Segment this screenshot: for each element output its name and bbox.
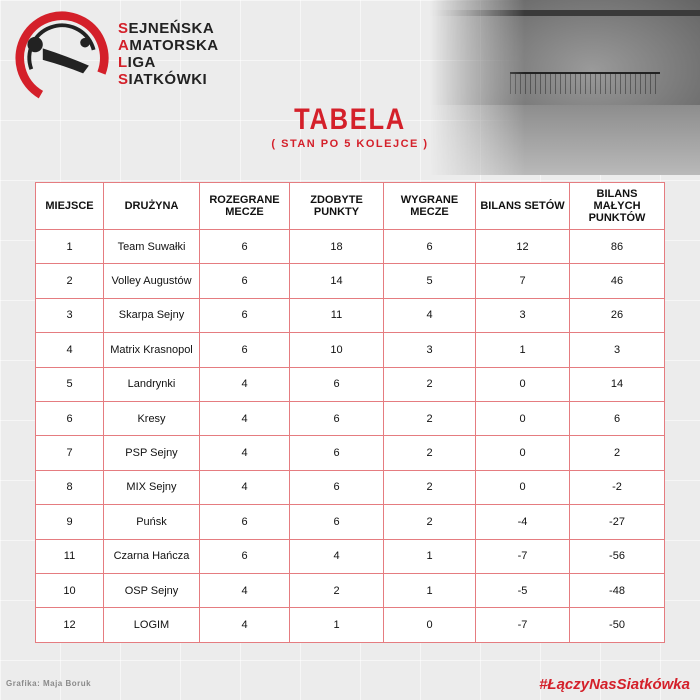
table-cell: -2	[570, 470, 665, 504]
table-cell: 5	[384, 264, 476, 298]
table-cell: 6	[200, 333, 290, 367]
table-header-row	[36, 183, 665, 230]
league-name-line: SIATKÓWKI	[118, 71, 208, 88]
table-cell: 1	[36, 230, 104, 264]
table-cell: 0	[384, 608, 476, 642]
table-cell: -4	[476, 505, 570, 539]
table-cell: 0	[476, 470, 570, 504]
table-cell: MIX Sejny	[104, 470, 200, 504]
table-row	[36, 470, 665, 504]
table-cell: 8	[36, 470, 104, 504]
table-cell: 26	[570, 298, 665, 332]
table-cell: PSP Sejny	[104, 436, 200, 470]
table-cell: 86	[570, 230, 665, 264]
table-cell: 4	[36, 333, 104, 367]
table-cell: 5	[36, 367, 104, 401]
table-cell: 0	[476, 436, 570, 470]
table-row	[36, 608, 665, 642]
table-row	[36, 333, 665, 367]
table-cell: 6	[290, 401, 384, 435]
table-cell: 12	[476, 230, 570, 264]
table-cell: 6	[200, 264, 290, 298]
table-cell: 6	[200, 539, 290, 573]
table-cell: 2	[570, 436, 665, 470]
table-cell: 6	[290, 505, 384, 539]
column-header: ROZEGRANE MECZE	[200, 183, 290, 230]
table-cell: OSP Sejny	[104, 573, 200, 607]
hashtag: #ŁączyNasSiatkówka	[539, 676, 690, 693]
table-cell: 7	[36, 436, 104, 470]
table-cell: 4	[384, 298, 476, 332]
league-name	[118, 20, 219, 88]
table-cell: Skarpa Sejny	[104, 298, 200, 332]
table-cell: 6	[290, 470, 384, 504]
table-cell: 4	[200, 608, 290, 642]
table-cell: 4	[200, 401, 290, 435]
table-cell: -48	[570, 573, 665, 607]
table-row	[36, 264, 665, 298]
table-cell: Puńsk	[104, 505, 200, 539]
league-logo-icon	[14, 10, 110, 106]
graphic-credit: Grafika: Maja Boruk	[6, 679, 92, 688]
table-cell: -56	[570, 539, 665, 573]
table-cell: Team Suwałki	[104, 230, 200, 264]
table-cell: 2	[36, 264, 104, 298]
table-cell: 6	[200, 230, 290, 264]
table-cell: 3	[570, 333, 665, 367]
table-cell: -50	[570, 608, 665, 642]
table-cell: 14	[570, 367, 665, 401]
table-row	[36, 298, 665, 332]
table-cell: Kresy	[104, 401, 200, 435]
league-name-line: AMATORSKA	[118, 37, 219, 54]
table-cell: 14	[290, 264, 384, 298]
table-cell: 2	[290, 573, 384, 607]
column-header: ZDOBYTE PUNKTY	[290, 183, 384, 230]
column-header: WYGRANE MECZE	[384, 183, 476, 230]
table-cell: 6	[200, 298, 290, 332]
table-cell: 6	[570, 401, 665, 435]
table-cell: 0	[476, 401, 570, 435]
table-cell: 3	[476, 298, 570, 332]
column-header: DRUŻYNA	[104, 183, 200, 230]
table-cell: 6	[200, 505, 290, 539]
league-name-line: LIGA	[118, 54, 156, 71]
table-cell: 9	[36, 505, 104, 539]
volleyball-net	[510, 72, 660, 94]
table-cell: 3	[36, 298, 104, 332]
table-cell: 6	[290, 436, 384, 470]
table-cell: 6	[290, 367, 384, 401]
table-cell: 2	[384, 367, 476, 401]
table-cell: Czarna Hańcza	[104, 539, 200, 573]
table-cell: 2	[384, 401, 476, 435]
table-row	[36, 505, 665, 539]
table-cell: 12	[36, 608, 104, 642]
table-cell: 4	[200, 573, 290, 607]
table-cell: -7	[476, 539, 570, 573]
table-cell: 1	[384, 573, 476, 607]
column-header: BILANS SETÓW	[476, 183, 570, 230]
table-cell: Matrix Krasnopol	[104, 333, 200, 367]
table-cell: 10	[36, 573, 104, 607]
table-row	[36, 230, 665, 264]
table-cell: 7	[476, 264, 570, 298]
ceiling-beam	[430, 10, 700, 16]
table-cell: 4	[290, 539, 384, 573]
standings-table	[35, 182, 665, 643]
league-name-line: SEJNEŃSKA	[118, 20, 215, 37]
table-row	[36, 401, 665, 435]
table-row	[36, 367, 665, 401]
table-cell: 11	[290, 298, 384, 332]
table-cell: 1	[476, 333, 570, 367]
table-cell: 18	[290, 230, 384, 264]
table-row	[36, 573, 665, 607]
table-cell: Volley Augustów	[104, 264, 200, 298]
table-cell: 6	[36, 401, 104, 435]
table-cell: 2	[384, 436, 476, 470]
column-header: BILANS MAŁYCH PUNKTÓW	[570, 183, 665, 230]
column-header: MIEJSCE	[36, 183, 104, 230]
page-title: TABELA	[294, 103, 406, 136]
table-cell: 0	[476, 367, 570, 401]
table-cell: Landrynki	[104, 367, 200, 401]
table-cell: 2	[384, 470, 476, 504]
table-row	[36, 436, 665, 470]
table-cell: -27	[570, 505, 665, 539]
table-cell: 4	[200, 367, 290, 401]
table-cell: 6	[384, 230, 476, 264]
table-cell: 1	[290, 608, 384, 642]
table-cell: -5	[476, 573, 570, 607]
page-subtitle: ( STAN PO 5 KOLEJCE )	[271, 138, 429, 150]
table-cell: 46	[570, 264, 665, 298]
table-cell: 11	[36, 539, 104, 573]
table-cell: 4	[200, 436, 290, 470]
table-cell: 10	[290, 333, 384, 367]
table-cell: 3	[384, 333, 476, 367]
table-row	[36, 539, 665, 573]
table-cell: -7	[476, 608, 570, 642]
table-cell: LOGIM	[104, 608, 200, 642]
table-cell: 1	[384, 539, 476, 573]
table-cell: 4	[200, 470, 290, 504]
table-cell: 2	[384, 505, 476, 539]
